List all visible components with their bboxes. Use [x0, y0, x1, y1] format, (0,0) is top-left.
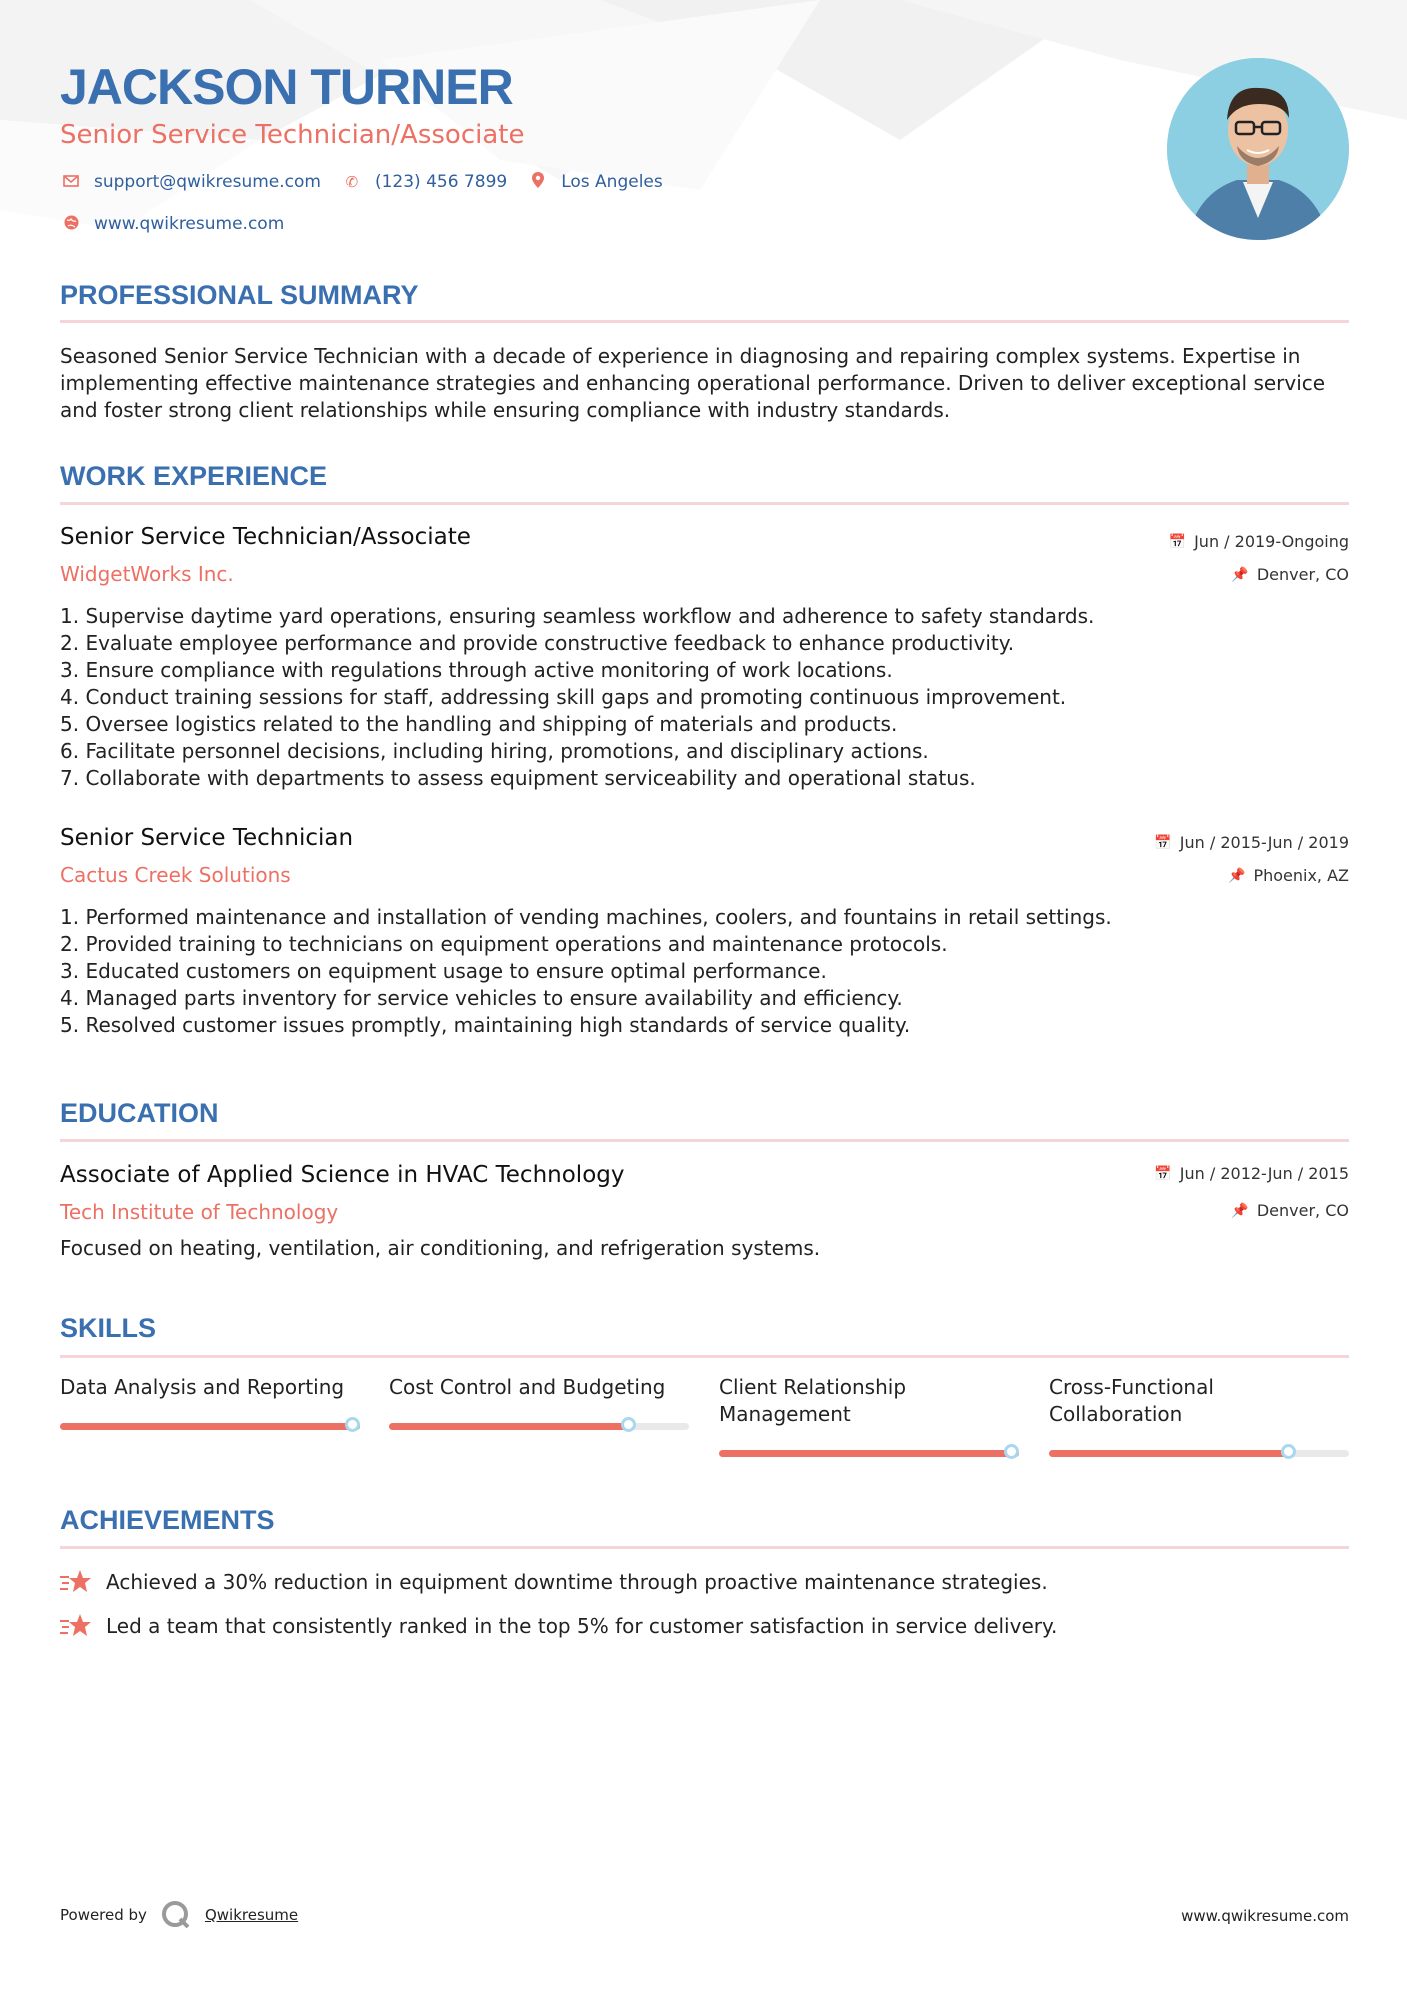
- summary-heading: PROFESSIONAL SUMMARY: [60, 280, 419, 310]
- summary-divider: [60, 320, 1349, 323]
- envelope-icon: [60, 173, 82, 191]
- contact-email[interactable]: [60, 172, 321, 192]
- candidate-name: JACKSON TURNER: [60, 59, 513, 115]
- website-text[interactable]: www.qwikresume.com: [94, 214, 285, 234]
- skill-label: Cross-Functional Collaboration: [1049, 1375, 1214, 1426]
- pushpin-icon: 📌: [1231, 1202, 1249, 1219]
- pushpin-icon: 📌: [1228, 867, 1246, 884]
- skill-item: [389, 1374, 689, 1401]
- list-item: 3. Ensure compliance with regulations through active monitoring of work locations.: [60, 658, 893, 682]
- contact-row: [60, 172, 683, 192]
- brand-link[interactable]: Qwikresume: [204, 1906, 299, 1924]
- qwikresume-logo-icon: [161, 1900, 191, 1930]
- globe-icon: [60, 215, 82, 234]
- list-item: 7. Collaborate with departments to assess equipment serviceability and operational status.: [60, 766, 976, 790]
- job-dates-text: Jun / 2019-Ongoing: [1194, 532, 1349, 551]
- experience-heading: WORK EXPERIENCE: [60, 461, 328, 491]
- achievements-heading: ACHIEVEMENTS: [60, 1505, 275, 1535]
- skills-divider: [60, 1355, 1349, 1358]
- list-item: 3. Educated customers on equipment usage to ensure optimal performance.: [60, 959, 827, 983]
- skill-bar: [719, 1450, 1019, 1457]
- profile-photo: [1167, 58, 1349, 240]
- list-item: 1. Performed maintenance and installation of vending machines, coolers, and fountains in retail settings.: [60, 905, 1112, 929]
- skill-item: [1049, 1374, 1349, 1428]
- job-duties-list: [60, 603, 1349, 792]
- skill-item: [719, 1374, 1019, 1428]
- list-item: 2. Evaluate employee performance and provide constructive feedback to enhance productivity.: [60, 631, 1015, 655]
- job-location: [1231, 565, 1349, 584]
- education-heading: EDUCATION: [60, 1098, 219, 1128]
- skill-item: [60, 1374, 360, 1401]
- skill-bar-knob: [1281, 1444, 1296, 1459]
- list-item: 6. Facilitate personnel decisions, including hiring, promotions, and disciplinary actions.: [60, 739, 929, 763]
- job-location-text: Denver, CO: [1256, 565, 1349, 584]
- summary-text: Seasoned Senior Service Technician with a decade of experience in diagnosing and repairing complex systems. Expertise in implementing effective maintenance strategies and enhancing operational performance. Driven to deliver exceptional service and foster strong client relationships while ensuring compliance with industry standards.: [60, 344, 1326, 422]
- contact-row-2: [60, 214, 304, 234]
- map-pin-icon: [527, 172, 549, 192]
- job-title: Senior Service Technician/Associate: [60, 524, 471, 550]
- company-name: WidgetWorks Inc.: [60, 562, 234, 586]
- contact-website[interactable]: [60, 214, 284, 234]
- job-location-text: Phoenix, AZ: [1253, 866, 1349, 885]
- education-divider: [60, 1139, 1349, 1142]
- job-dates: [1154, 833, 1349, 852]
- school-name: Tech Institute of Technology: [60, 1200, 339, 1224]
- list-item: 4. Conduct training sessions for staff, addressing skill gaps and promoting continuous improvement.: [60, 685, 1067, 709]
- skill-bar: [389, 1423, 689, 1430]
- skill-label: Client Relationship Management: [719, 1375, 907, 1426]
- list-item: 2. Provided training to technicians on equipment operations and maintenance protocols.: [60, 932, 948, 956]
- contact-phone[interactable]: [341, 172, 507, 192]
- skill-bar-fill: [719, 1450, 1019, 1457]
- skill-bar-knob: [621, 1417, 636, 1432]
- degree-title: Associate of Applied Science in HVAC Technology: [60, 1162, 625, 1188]
- location-text: Los Angeles: [561, 172, 663, 192]
- education-location: [1231, 1201, 1349, 1220]
- achievement-text: Led a team that consistently ranked in the top 5% for customer satisfaction in service delivery.: [106, 1614, 1058, 1638]
- star-icon: [60, 1613, 92, 1639]
- job-duties-list: [60, 904, 1349, 1039]
- footer-powered-by: [60, 1900, 298, 1930]
- calendar-icon: 📅: [1168, 533, 1187, 550]
- star-icon: [60, 1569, 92, 1595]
- candidate-role: Senior Service Technician/Associate: [60, 120, 525, 150]
- achievement-item: [60, 1613, 1057, 1639]
- calendar-icon: 📅: [1154, 834, 1172, 851]
- experience-divider: [60, 502, 1349, 505]
- calendar-icon: 📅: [1154, 1165, 1172, 1182]
- pushpin-icon: 📌: [1231, 566, 1249, 583]
- education-location-text: Denver, CO: [1256, 1201, 1349, 1220]
- education-dates-text: Jun / 2012-Jun / 2015: [1179, 1164, 1349, 1183]
- phone-text[interactable]: (123) 456 7899: [374, 172, 508, 192]
- skill-label: Cost Control and Budgeting: [389, 1375, 666, 1399]
- company-name: Cactus Creek Solutions: [60, 863, 291, 887]
- job-dates: [1169, 532, 1349, 551]
- skill-label: Data Analysis and Reporting: [60, 1375, 345, 1399]
- job-location: [1228, 866, 1349, 885]
- list-item: 5. Oversee logistics related to the handling and shipping of materials and products.: [60, 712, 898, 736]
- achievements-divider: [60, 1546, 1349, 1549]
- email-text[interactable]: support@qwikresume.com: [94, 172, 321, 192]
- achievement-item: [60, 1569, 1048, 1595]
- education-description: Focused on heating, ventilation, air conditioning, and refrigeration systems.: [60, 1236, 821, 1260]
- skill-bar: [1049, 1450, 1349, 1457]
- skill-bar-fill: [1049, 1450, 1289, 1457]
- education-dates: [1154, 1164, 1349, 1183]
- skill-bar-fill: [389, 1423, 629, 1430]
- list-item: 4. Managed parts inventory for service vehicles to ensure availability and efficiency.: [60, 986, 903, 1010]
- job-dates-text: Jun / 2015-Jun / 2019: [1179, 833, 1349, 852]
- contact-location: [527, 172, 663, 192]
- list-item: 1. Supervise daytime yard operations, ensuring seamless workflow and adherence to safety standards.: [60, 604, 1095, 628]
- list-item: 5. Resolved customer issues promptly, maintaining high standards of service quality.: [60, 1013, 911, 1037]
- skills-heading: SKILLS: [60, 1313, 157, 1343]
- phone-icon: ✆: [345, 173, 359, 191]
- achievement-text: Achieved a 30% reduction in equipment downtime through proactive maintenance strategies.: [106, 1570, 1048, 1594]
- skill-bar-knob: [1004, 1444, 1019, 1459]
- powered-by-label: Powered by: [60, 1906, 147, 1924]
- footer-website[interactable]: www.qwikresume.com: [1181, 1907, 1349, 1925]
- job-title: Senior Service Technician: [60, 825, 354, 851]
- skill-bar: [60, 1423, 360, 1430]
- skill-bar-fill: [60, 1423, 360, 1430]
- skill-bar-knob: [345, 1417, 360, 1432]
